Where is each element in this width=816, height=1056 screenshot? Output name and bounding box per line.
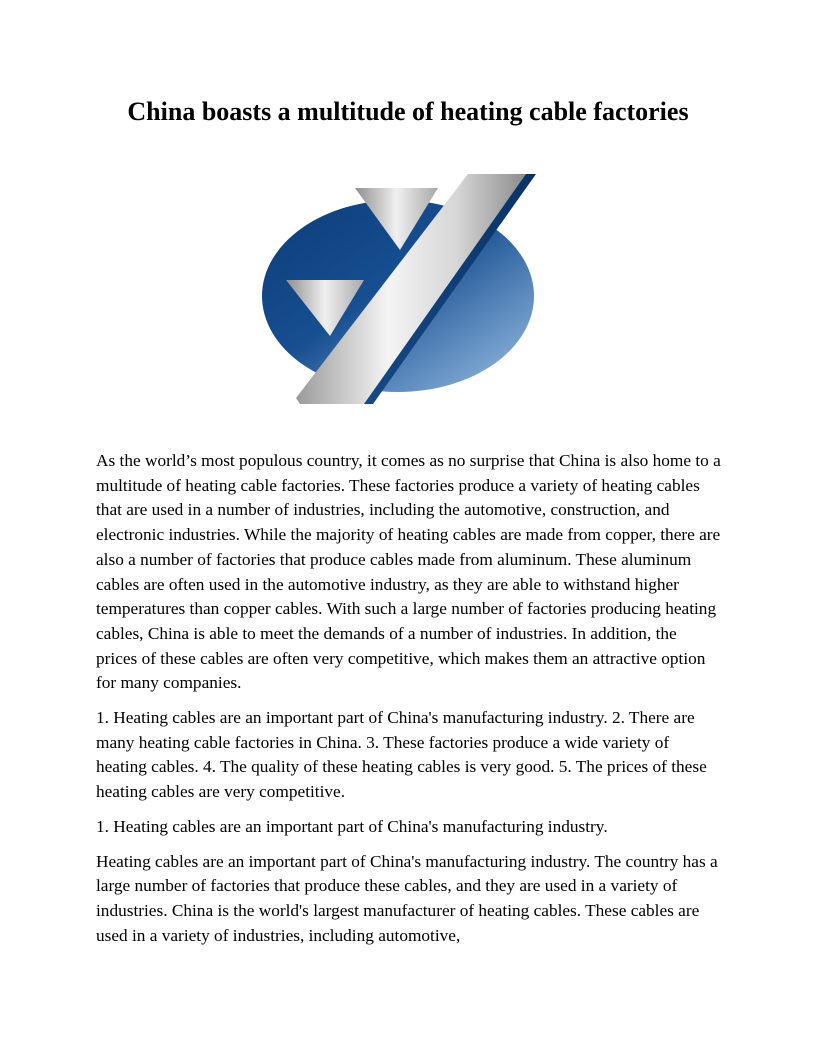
logo-graphic <box>260 172 540 412</box>
paragraph-numbered-list: 1. Heating cables are an important part of China's manufacturing industry. 2. There are many heating cable factories in China. 3. These factories produce a wide variety of heating cables. 4. The quality of these heating cables is very good. 5. The prices of these heating cables are very competitive. <box>96 708 707 802</box>
page-title: China boasts a multitude of heating cable factories <box>127 97 689 126</box>
paragraph-intro: As the world’s most populous country, it comes as no surprise that China is also home to a multitude of heating cable factories. These factories produce a variety of heating cables that are used in a number of industries, including the automotive, construction, and electronic industries. While the majority of heating cables are made from copper, there are also a number of factories that produce cables made from aluminum. These aluminum cables are often used in the automotive industry, as they are able to withstand higher temperatures than copper cables. With such a large number of factories producing heating cables, China is able to meet the demands of a number of industries. In addition, the prices of these cables are often very competitive, which makes them an attractive option for many companies. <box>96 451 721 693</box>
paragraph-point-one-detail: Heating cables are an important part of China's manufacturing industry. The country has a large number of factories that produce these cables, and they are used in a variety of industries. China is the world's largest manufacturer of heating cables. These cables are used in a variety of industries, including automotive, <box>96 851 718 945</box>
company-logo-icon <box>260 172 540 412</box>
article-body <box>96 449 722 958</box>
paragraph-point-one: 1. Heating cables are an important part of China's manufacturing industry. <box>96 816 608 836</box>
